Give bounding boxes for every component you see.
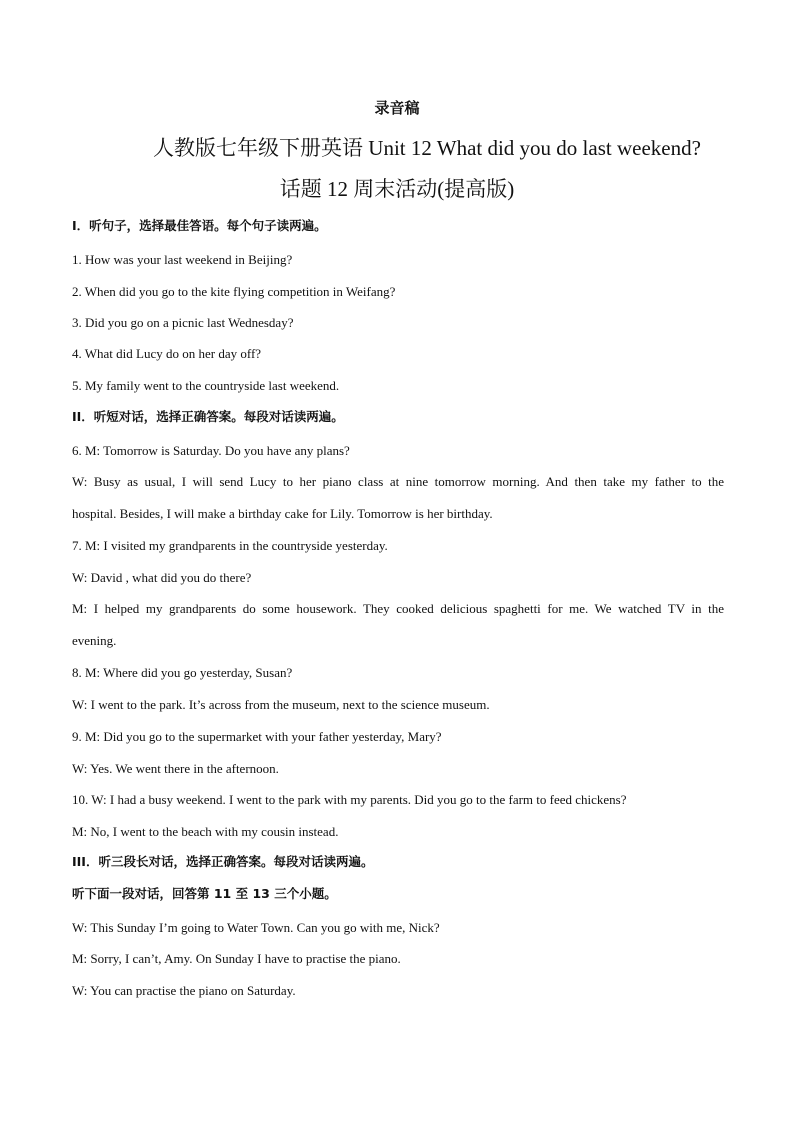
item-1: 1. How was your last weekend in Beijing? (72, 252, 293, 267)
document-title: 人教版七年级下册英语 Unit 12 What did you do last weekend? (153, 136, 701, 160)
section-2-title: II．听短对话，选择正确答案。每段对话读两遍。 (72, 409, 344, 424)
dialogue-line: hospital. Besides, I will make a birthday cake for Lily. Tomorrow is her birthday. (72, 506, 493, 521)
document-subtitle: 话题 12 周末活动(提高版) (279, 177, 515, 201)
section-3-subtitle: 听下面一段对话，回答第 11 至 13 三个小题。 (72, 886, 337, 901)
section-1-title: I．听句子，选择最佳答语。每个句子读两遍。 (72, 218, 327, 233)
dialogue-line: W: I went to the park. It’s across from the museum, next to the science museum. (72, 697, 490, 712)
dialogue-line: W: David , what did you do there? (72, 570, 252, 585)
dialogue-line: W: Yes. We went there in the afternoon. (72, 761, 279, 776)
item-3: 3. Did you go on a picnic last Wednesday? (72, 315, 294, 330)
document-label: 录音稿 (374, 99, 420, 117)
dialogue-line: W: You can practise the piano on Saturday. (72, 983, 296, 998)
dialogue-line: M: No, I went to the beach with my cousin instead. (72, 824, 339, 839)
dialogue-line: 10. W: I had a busy weekend. I went to the park with my parents. Did you go to the farm to feed chickens? (72, 792, 627, 807)
dialogue-line: 7. M: I visited my grandparents in the countryside yesterday. (72, 538, 388, 553)
item-2: 2. When did you go to the kite flying competition in Weifang? (72, 284, 396, 299)
dialogue-line: 6. M: Tomorrow is Saturday. Do you have any plans? (72, 443, 350, 458)
dialogue-line: M: I helped my grandparents do some housework. They cooked delicious spaghetti for me. We watched TV in the (72, 601, 724, 616)
dialogue-line: 9. M: Did you go to the supermarket with your father yesterday, Mary? (72, 729, 442, 744)
dialogue-line: M: Sorry, I can’t, Amy. On Sunday I have to practise the piano. (72, 951, 401, 966)
dialogue-line: evening. (72, 633, 117, 648)
item-4: 4. What did Lucy do on her day off? (72, 346, 262, 361)
item-5: 5. My family went to the countryside last weekend. (72, 378, 340, 393)
section-3-title: III．听三段长对话，选择正确答案。每段对话读两遍。 (72, 854, 374, 869)
dialogue-line: W: Busy as usual, I will send Lucy to her piano class at nine tomorrow morning. And then take my father to the (72, 474, 724, 489)
dialogue-line: W: This Sunday I’m going to Water Town. Can you go with me, Nick? (72, 920, 440, 935)
dialogue-line: 8. M: Where did you go yesterday, Susan? (72, 665, 293, 680)
